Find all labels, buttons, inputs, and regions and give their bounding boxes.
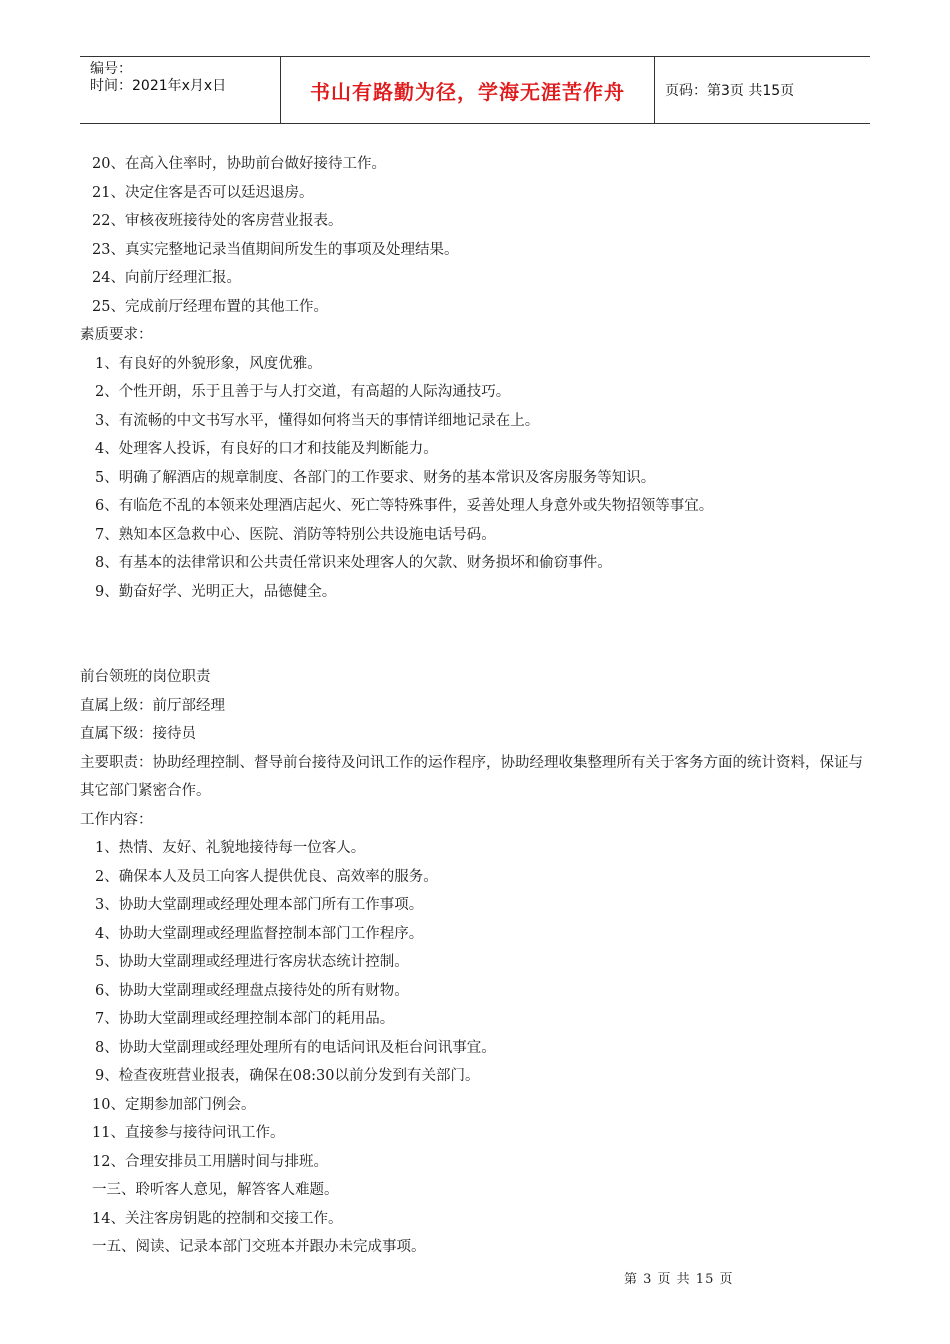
header-slogan: 书山有路勤为径，学海无涯苦作舟 <box>281 57 655 123</box>
text-line: 23、真实完整地记录当值期间所发生的事项及处理结果。 <box>92 241 459 258</box>
text-line: 3、有流畅的中文书写水平，懂得如何将当天的事情详细地记录在上。 <box>95 412 540 429</box>
text-line: 9、检查夜班营业报表，确保在08:30以前分发到有关部门。 <box>95 1068 480 1084</box>
text-line: 12、合理安排员工用膳时间与排班。 <box>92 1153 328 1170</box>
text-line: 4、协助大堂副理或经理监督控制本部门工作程序。 <box>95 925 424 942</box>
header-page-info: 页码：第3页 共15页 <box>665 83 795 99</box>
text-line: 9、勤奋好学、光明正大，品德健全。 <box>95 583 337 600</box>
document-number-label: 编号： <box>90 61 132 77</box>
text-line: 工作内容： <box>80 811 153 828</box>
text-line: 5、明确了解酒店的规章制度、各部门的工作要求、财务的基本常识及客房服务等知识。 <box>95 469 656 486</box>
text-line: 1、热情、友好、礼貌地接待每一位客人。 <box>95 840 366 856</box>
text-line: 8、有基本的法律常识和公共责任常识来处理客人的欠款、财务损坏和偷窃事件。 <box>95 555 612 571</box>
text-line: 5、协助大堂副理或经理进行客房状态统计控制。 <box>95 954 409 970</box>
text-line: 25、完成前厅经理布置的其他工作。 <box>92 298 328 315</box>
section-spacer <box>80 606 870 663</box>
text-line: 直属下级：接待员 <box>80 726 196 742</box>
text-line: 20、在高入住率时，协助前台做好接待工作。 <box>92 156 386 172</box>
text-line: 8、协助大堂副理或经理处理所有的电话问讯及柜台问讯事宜。 <box>95 1039 496 1056</box>
text-line: 一三、聆听客人意见，解答客人难题。 <box>92 1182 339 1198</box>
text-line: 7、熟知本区急救中心、医院、消防等特别公共设施电话号码。 <box>95 526 496 543</box>
text-line: 6、协助大堂副理或经理盘点接待处的所有财物。 <box>95 982 409 999</box>
text-line: 素质要求： <box>80 327 153 343</box>
text-line: 前台领班的岗位职责 <box>80 669 211 685</box>
text-line: 22、审核夜班接待处的客房营业报表。 <box>92 213 343 229</box>
text-line: 一五、阅读、记录本部门交班本并跟办未完成事项。 <box>92 1239 426 1255</box>
text-line: 2、确保本人及员工向客人提供优良、高效率的服务。 <box>95 868 438 885</box>
text-line: 3、协助大堂副理或经理处理本部门所有工作事项。 <box>95 897 424 913</box>
text-line: 21、决定住客是否可以廷迟退房。 <box>92 184 314 201</box>
document-body <box>80 150 870 1262</box>
text-line: 6、有临危不乱的本领来处理酒店起火、死亡等特殊事件，妥善处理人身意外或失物招领等事宜。 <box>95 498 714 514</box>
text-line: 14、关注客房钥匙的控制和交接工作。 <box>92 1210 343 1227</box>
page-footer: 第 3 页 共 15 页 <box>624 1272 734 1287</box>
text-line: 24、向前厅经理汇报。 <box>92 270 241 286</box>
page-header <box>80 56 870 124</box>
text-line: 4、处理客人投诉，有良好的口才和技能及判断能力。 <box>95 441 438 457</box>
text-line: 10、定期参加部门例会。 <box>92 1096 256 1113</box>
header-meta <box>80 57 281 123</box>
document-time-label: 时间：2021年x月x日 <box>90 78 227 94</box>
text-line: 7、协助大堂副理或经理控制本部门的耗用品。 <box>95 1011 395 1027</box>
text-line: 直属上级：前厅部经理 <box>80 697 225 714</box>
text-line: 11、直接参与接待问讯工作。 <box>92 1125 285 1141</box>
text-line: 1、有良好的外貌形象，风度优雅。 <box>95 355 322 372</box>
text-line: 主要职责：协助经理控制、督导前台接待及问讯工作的运作程序，协助经理收集整理所有关于客务方面的统计资料，保证与其它部门紧密合作。 <box>80 754 863 799</box>
text-line: 2、个性开朗，乐于且善于与人打交道，有高超的人际沟通技巧。 <box>95 384 511 400</box>
